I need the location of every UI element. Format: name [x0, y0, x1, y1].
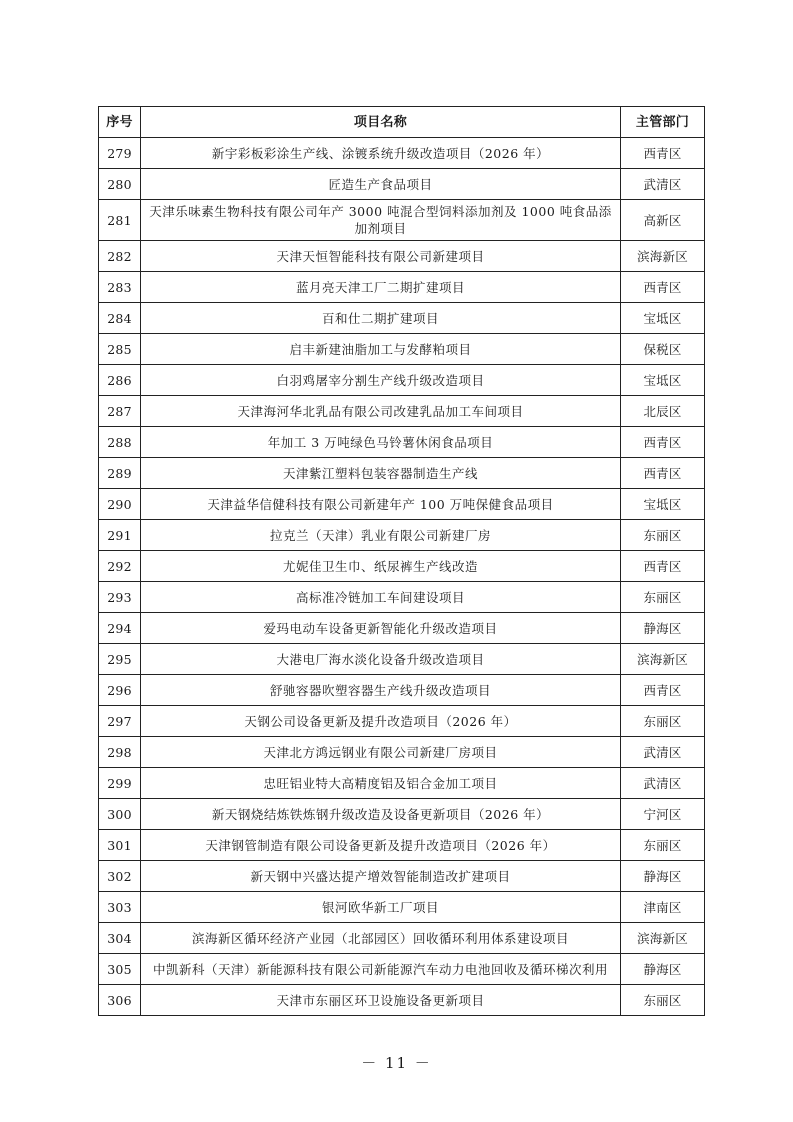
cell-project-name: 天津市东丽区环卫设施设备更新项目 — [141, 985, 621, 1016]
cell-dept: 东丽区 — [621, 706, 705, 737]
table-row — [99, 892, 705, 923]
cell-project-name: 忠旺铝业特大高精度铝及铝合金加工项目 — [141, 768, 621, 799]
cell-dept: 津南区 — [621, 892, 705, 923]
cell-project-name: 中凯新科（天津）新能源科技有限公司新能源汽车动力电池回收及循环梯次利用 — [141, 954, 621, 985]
cell-project-name: 启丰新建油脂加工与发酵粕项目 — [141, 334, 621, 365]
cell-project-name: 银河欧华新工厂项目 — [141, 892, 621, 923]
cell-dept: 西青区 — [621, 138, 705, 169]
cell-no: 292 — [99, 551, 141, 582]
table-row — [99, 303, 705, 334]
table-row — [99, 365, 705, 396]
cell-project-name: 天津海河华北乳品有限公司改建乳品加工车间项目 — [141, 396, 621, 427]
cell-dept: 静海区 — [621, 613, 705, 644]
cell-project-name: 天津乐味素生物科技有限公司年产 3000 吨混合型饲料添加剂及 1000 吨食品添加剂项目 — [141, 200, 621, 241]
cell-project-name: 百和仕二期扩建项目 — [141, 303, 621, 334]
cell-project-name: 舒驰容器吹塑容器生产线升级改造项目 — [141, 675, 621, 706]
header-no: 序号 — [99, 107, 141, 138]
cell-no: 297 — [99, 706, 141, 737]
cell-no: 303 — [99, 892, 141, 923]
table-row — [99, 923, 705, 954]
table-body — [99, 138, 705, 1016]
table-row — [99, 489, 705, 520]
cell-project-name: 爱玛电动车设备更新智能化升级改造项目 — [141, 613, 621, 644]
cell-no: 283 — [99, 272, 141, 303]
cell-dept: 西青区 — [621, 427, 705, 458]
table-row — [99, 830, 705, 861]
table-row — [99, 520, 705, 551]
cell-no: 286 — [99, 365, 141, 396]
table-row — [99, 200, 705, 241]
table-row — [99, 768, 705, 799]
cell-project-name: 尤妮佳卫生巾、纸尿裤生产线改造 — [141, 551, 621, 582]
cell-project-name: 天津益华信健科技有限公司新建年产 100 万吨保健食品项目 — [141, 489, 621, 520]
cell-project-name: 天津紫江塑料包装容器制造生产线 — [141, 458, 621, 489]
cell-dept: 静海区 — [621, 861, 705, 892]
cell-project-name: 滨海新区循环经济产业园（北部园区）回收循环利用体系建设项目 — [141, 923, 621, 954]
table-row — [99, 551, 705, 582]
cell-dept: 西青区 — [621, 272, 705, 303]
table-row — [99, 706, 705, 737]
cell-dept: 东丽区 — [621, 985, 705, 1016]
table-row — [99, 241, 705, 272]
page-number: － 11 － — [361, 1054, 432, 1072]
cell-no: 287 — [99, 396, 141, 427]
cell-dept: 西青区 — [621, 458, 705, 489]
table-row — [99, 954, 705, 985]
cell-dept: 高新区 — [621, 200, 705, 241]
cell-no: 306 — [99, 985, 141, 1016]
table-row — [99, 985, 705, 1016]
cell-project-name: 天津北方鸿远钢业有限公司新建厂房项目 — [141, 737, 621, 768]
table-row — [99, 272, 705, 303]
cell-dept: 西青区 — [621, 551, 705, 582]
cell-no: 279 — [99, 138, 141, 169]
cell-project-name: 天津天恒智能科技有限公司新建项目 — [141, 241, 621, 272]
cell-no: 298 — [99, 737, 141, 768]
cell-no: 291 — [99, 520, 141, 551]
cell-dept: 滨海新区 — [621, 644, 705, 675]
table-row — [99, 675, 705, 706]
cell-no: 295 — [99, 644, 141, 675]
cell-dept: 静海区 — [621, 954, 705, 985]
cell-dept: 武清区 — [621, 169, 705, 200]
cell-dept: 宝坻区 — [621, 303, 705, 334]
project-table — [98, 106, 705, 1016]
table-row — [99, 644, 705, 675]
cell-no: 294 — [99, 613, 141, 644]
header-dept: 主管部门 — [621, 107, 705, 138]
table-header-row — [99, 107, 705, 138]
cell-dept: 宝坻区 — [621, 489, 705, 520]
cell-no: 300 — [99, 799, 141, 830]
cell-no: 281 — [99, 200, 141, 241]
cell-dept: 宝坻区 — [621, 365, 705, 396]
cell-no: 301 — [99, 830, 141, 861]
table-row — [99, 458, 705, 489]
cell-no: 280 — [99, 169, 141, 200]
cell-project-name: 年加工 3 万吨绿色马铃薯休闲食品项目 — [141, 427, 621, 458]
cell-project-name: 大港电厂海水淡化设备升级改造项目 — [141, 644, 621, 675]
table-row — [99, 861, 705, 892]
cell-no: 302 — [99, 861, 141, 892]
cell-no: 282 — [99, 241, 141, 272]
table-row — [99, 582, 705, 613]
cell-dept: 武清区 — [621, 768, 705, 799]
cell-dept: 保税区 — [621, 334, 705, 365]
cell-project-name: 匠造生产食品项目 — [141, 169, 621, 200]
cell-project-name: 高标准冷链加工车间建设项目 — [141, 582, 621, 613]
table-row — [99, 169, 705, 200]
cell-project-name: 白羽鸡屠宰分割生产线升级改造项目 — [141, 365, 621, 396]
cell-dept: 东丽区 — [621, 582, 705, 613]
table-row — [99, 613, 705, 644]
cell-dept: 东丽区 — [621, 520, 705, 551]
cell-project-name: 新天钢烧结炼铁炼钢升级改造及设备更新项目（2026 年） — [141, 799, 621, 830]
cell-no: 296 — [99, 675, 141, 706]
cell-no: 293 — [99, 582, 141, 613]
cell-project-name: 蓝月亮天津工厂二期扩建项目 — [141, 272, 621, 303]
cell-dept: 滨海新区 — [621, 923, 705, 954]
cell-project-name: 新宇彩板彩涂生产线、涂镀系统升级改造项目（2026 年） — [141, 138, 621, 169]
header-name: 项目名称 — [141, 107, 621, 138]
cell-no: 289 — [99, 458, 141, 489]
cell-project-name: 天钢公司设备更新及提升改造项目（2026 年） — [141, 706, 621, 737]
cell-project-name: 拉克兰（天津）乳业有限公司新建厂房 — [141, 520, 621, 551]
cell-dept: 东丽区 — [621, 830, 705, 861]
cell-no: 284 — [99, 303, 141, 334]
cell-no: 305 — [99, 954, 141, 985]
cell-dept: 宁河区 — [621, 799, 705, 830]
cell-dept: 滨海新区 — [621, 241, 705, 272]
table-row — [99, 737, 705, 768]
table-row — [99, 334, 705, 365]
table-row — [99, 427, 705, 458]
cell-project-name: 天津钢管制造有限公司设备更新及提升改造项目（2026 年） — [141, 830, 621, 861]
cell-no: 285 — [99, 334, 141, 365]
cell-no: 299 — [99, 768, 141, 799]
cell-no: 288 — [99, 427, 141, 458]
cell-no: 290 — [99, 489, 141, 520]
cell-dept: 武清区 — [621, 737, 705, 768]
cell-no: 304 — [99, 923, 141, 954]
table-row — [99, 799, 705, 830]
cell-dept: 北辰区 — [621, 396, 705, 427]
cell-dept: 西青区 — [621, 675, 705, 706]
table-row — [99, 396, 705, 427]
table-row — [99, 138, 705, 169]
cell-project-name: 新天钢中兴盛达提产增效智能制造改扩建项目 — [141, 861, 621, 892]
